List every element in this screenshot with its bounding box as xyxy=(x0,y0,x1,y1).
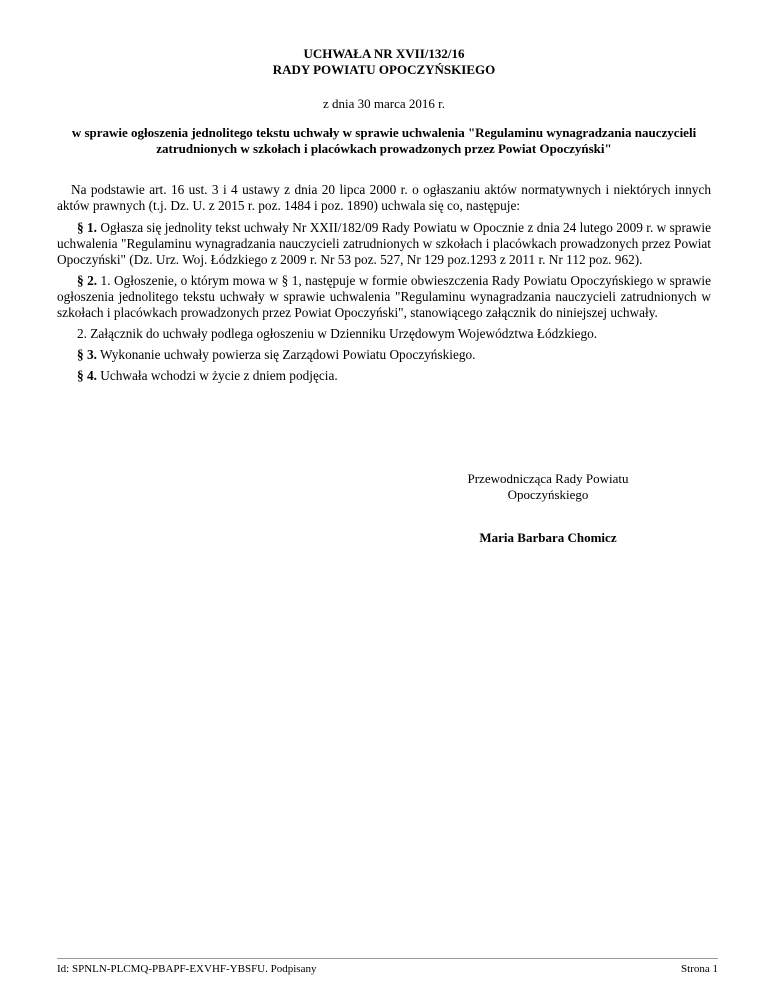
section-2-point-2-paragraph xyxy=(57,326,711,342)
section-2-paragraph xyxy=(57,273,711,321)
document-header xyxy=(0,46,768,78)
council-name: RADY POWIATU OPOCZYŃSKIEGO xyxy=(272,62,496,77)
section-3-mark: § 3. xyxy=(77,347,97,362)
section-1-text: Ogłasza się jednolity tekst uchwały Nr XXII/182/09 Rady Powiatu w Opocznie z dnia 24 lutego 2009 r. w sprawie uchwalenia "Regulaminu wynagradzania nauczycieli zatrudnionych w szkołach i placówkach prowadzonych przez Powiat Opoczyński" (Dz. Urz. Woj. Łódzkiego z 2009 r. Nr 53 poz. 527, Nr 129 poz.1293 z 2011 r. Nr 112 poz. 962). xyxy=(57,220,711,267)
resolution-subject: w sprawie ogłoszenia jednolitego tekstu uchwały w sprawie uchwalenia "Regulaminu wynagradzania nauczycieli zatrudnionych w szkołach i placówkach prowadzonych przez Powiat Opoczyński" xyxy=(71,125,697,156)
section-1-paragraph xyxy=(57,220,711,268)
footer-divider xyxy=(57,958,718,959)
section-2-point-2-text: 2. Załącznik do uchwały podlega ogłoszeniu w Dzienniku Urzędowym Województwa Łódzkiego. xyxy=(77,326,598,341)
page-number: Strona 1 xyxy=(681,963,718,975)
section-4-paragraph xyxy=(57,368,711,384)
resolution-date: z dnia 30 marca 2016 r. xyxy=(322,96,445,111)
legal-basis-paragraph: Na podstawie art. 16 ust. 3 i 4 ustawy z dnia 20 lipca 2000 r. o ogłaszaniu aktów normatywnych i niektórych innych aktów prawnych (t.j. Dz. U. z 2015 r. poz. 1484 i poz. 1890) uchwala się co, następuje: xyxy=(57,182,711,213)
document-id: Id: SPNLN-PLCMQ-PBAPF-EXVHF-YBSFU. Podpisany xyxy=(57,963,317,975)
resolution-number: UCHWAŁA NR XVII/132/16 xyxy=(303,46,465,61)
section-4-text: Uchwała wchodzi w życie z dniem podjęcia. xyxy=(96,368,338,383)
resolution-body xyxy=(57,182,711,389)
signatory-position-line-1: Przewodnicząca Rady Powiatu xyxy=(467,471,629,486)
signatory-name: Maria Barbara Chomicz xyxy=(479,530,617,545)
section-2-text: 1. Ogłoszenie, o którym mowa w § 1, następuje w formie obwieszczenia Rady Powiatu Opoczyńskiego w sprawie ogłoszenia jednolitego tekstu uchwały w sprawie uchwalenia "Regulaminu wynagradzania nauczycieli zatrudnionych w szkołach i placówkach prowadzonych przez Powiat Opoczyński", stanowiącego załącznik do niniejszej uchwały. xyxy=(57,273,711,320)
section-1-mark: § 1. xyxy=(77,220,97,235)
section-3-text: Wykonanie uchwały powierza się Zarządowi Powiatu Opoczyńskiego. xyxy=(96,347,476,362)
section-3-paragraph xyxy=(57,347,711,363)
signatory-position-line-2: Opoczyńskiego xyxy=(507,487,589,502)
section-4-mark: § 4. xyxy=(77,368,97,383)
section-2-mark: § 2. xyxy=(77,273,98,288)
signatory-position xyxy=(423,471,673,503)
